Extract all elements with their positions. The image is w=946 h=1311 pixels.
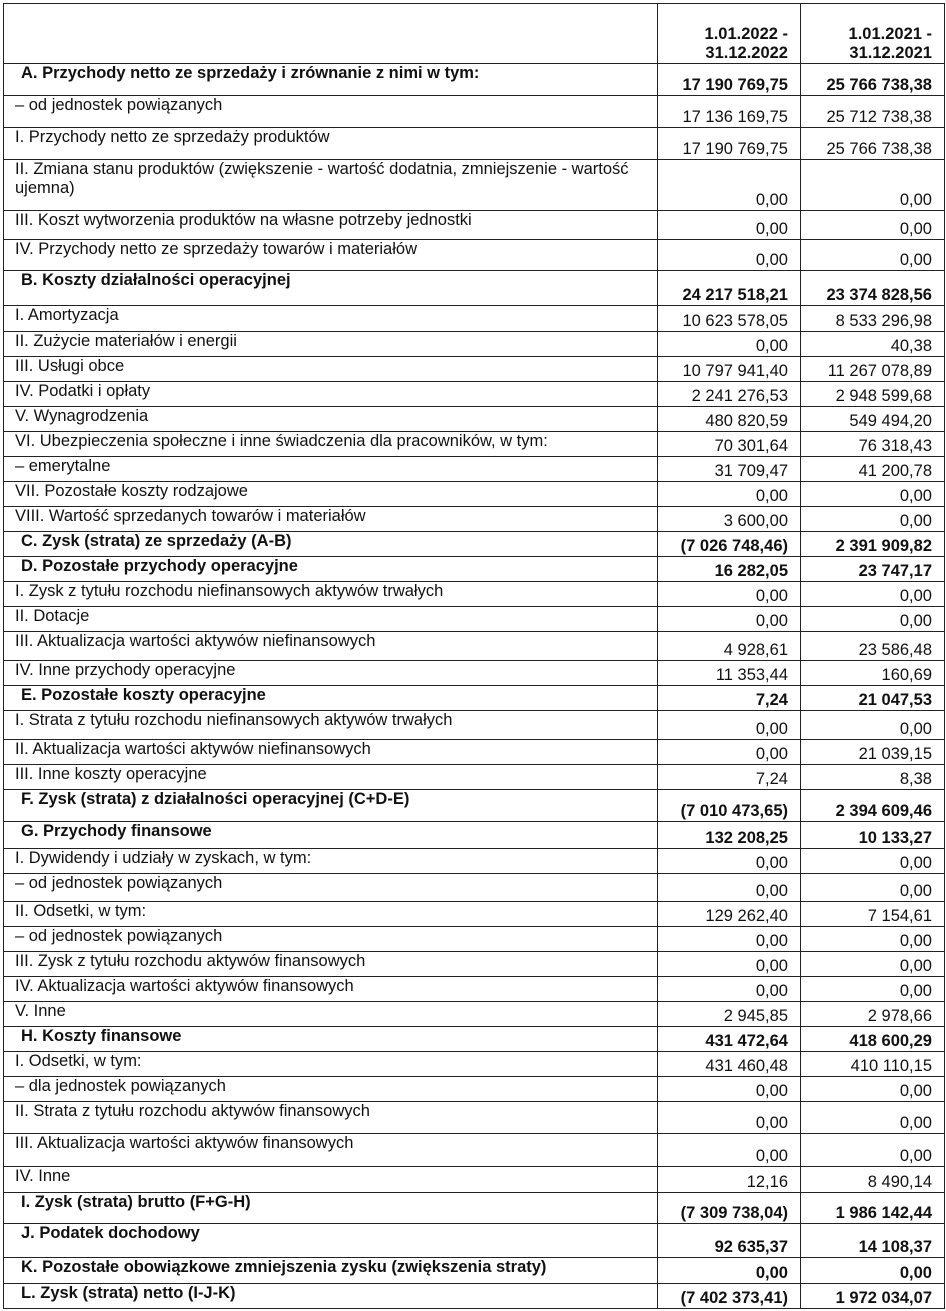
row-label: B. Koszty działalności operacyjnej [4, 271, 658, 306]
value-2021: 0,00 [801, 211, 945, 240]
header-period-2021-line2: 31.12.2021 [849, 44, 932, 62]
row-label: IV. Inne [4, 1167, 658, 1193]
row-label: I. Odsetki, w tym: [4, 1052, 658, 1077]
table-row [4, 432, 945, 457]
row-label: A. Przychody netto ze sprzedaży i zrównanie z nimi w tym: [4, 64, 658, 96]
row-label: V. Wynagrodzenia [4, 407, 658, 432]
value-2022: 480 820,59 [658, 407, 801, 432]
header-period-2022-line1: 1.01.2022 - [704, 25, 788, 43]
value-2022: 0,00 [658, 740, 801, 765]
value-2022: 2 945,85 [658, 1002, 801, 1027]
value-2021: 23 586,48 [801, 632, 945, 661]
table-row [4, 332, 945, 357]
row-label: – dla jednostek powiązanych [4, 1077, 658, 1102]
row-label: IV. Inne przychody operacyjne [4, 661, 658, 686]
value-2021: 0,00 [801, 952, 945, 977]
value-2022: 31 709,47 [658, 457, 801, 482]
table-row [4, 711, 945, 740]
value-2021: 0,00 [801, 849, 945, 874]
row-label: G. Przychody finansowe [4, 822, 658, 849]
row-label: L. Zysk (strata) netto (I-J-K) [4, 1284, 658, 1309]
value-2021: 8 533 296,98 [801, 306, 945, 332]
row-label: – od jednostek powiązanych [4, 927, 658, 952]
value-2021: 0,00 [801, 927, 945, 952]
row-label: F. Zysk (strata) z działalności operacyjnej (C+D-E) [4, 790, 658, 822]
value-2021: 418 600,29 [801, 1027, 945, 1052]
value-2021: 549 494,20 [801, 407, 945, 432]
table-row [4, 849, 945, 874]
header-period-2021-line1: 1.01.2021 - [848, 25, 932, 43]
row-label: II. Aktualizacja wartości aktywów niefinansowych [4, 740, 658, 765]
row-label: VIII. Wartość sprzedanych towarów i materiałów [4, 507, 658, 532]
table-row [4, 1052, 945, 1077]
value-2022: (7 026 748,46) [658, 532, 801, 557]
value-2022: 0,00 [658, 874, 801, 902]
row-label: II. Zmiana stanu produktów (zwiększenie - wartość dodatnia, zmniejszenie - wartość ujemna) [4, 160, 658, 211]
row-label: I. Zysk (strata) brutto (F+G-H) [4, 1193, 658, 1224]
row-label: III. Aktualizacja wartości aktywów niefinansowych [4, 632, 658, 661]
value-2022: 4 928,61 [658, 632, 801, 661]
row-label: III. Koszt wytworzenia produktów na własne potrzeby jednostki [4, 211, 658, 240]
table-row [4, 1102, 945, 1134]
value-2021: 0,00 [801, 160, 945, 211]
value-2021: 1 972 034,07 [801, 1284, 945, 1309]
table-row [4, 1284, 945, 1309]
row-label: III. Aktualizacja wartości aktywów finansowych [4, 1134, 658, 1167]
table-row [4, 507, 945, 532]
income-statement-table [3, 3, 945, 1309]
row-label: I. Zysk z tytułu rozchodu niefinansowych aktywów trwałych [4, 582, 658, 607]
table-row [4, 927, 945, 952]
value-2022: 10 623 578,05 [658, 306, 801, 332]
row-label: I. Strata z tytułu rozchodu niefinansowych aktywów trwałych [4, 711, 658, 740]
value-2021: 410 110,15 [801, 1052, 945, 1077]
value-2021: 0,00 [801, 507, 945, 532]
table-row [4, 64, 945, 96]
value-2021: 23 374 828,56 [801, 271, 945, 306]
value-2022: 431 460,48 [658, 1052, 801, 1077]
value-2022: (7 010 473,65) [658, 790, 801, 822]
header-period-2021 [801, 4, 945, 64]
row-label: IV. Podatki i opłaty [4, 382, 658, 407]
value-2021: 0,00 [801, 1258, 945, 1284]
value-2022: 0,00 [658, 607, 801, 632]
value-2022: 0,00 [658, 332, 801, 357]
table-row [4, 457, 945, 482]
value-2022: 7,24 [658, 765, 801, 790]
value-2021: 23 747,17 [801, 557, 945, 582]
value-2022: 0,00 [658, 211, 801, 240]
value-2021: 10 133,27 [801, 822, 945, 849]
row-label: H. Koszty finansowe [4, 1027, 658, 1052]
value-2022: 0,00 [658, 1134, 801, 1167]
table-row [4, 557, 945, 582]
table-row [4, 160, 945, 211]
value-2022: 0,00 [658, 711, 801, 740]
row-label: II. Odsetki, w tym: [4, 902, 658, 927]
row-label: IV. Aktualizacja wartości aktywów finansowych [4, 977, 658, 1002]
table-row [4, 211, 945, 240]
value-2021: 2 978,66 [801, 1002, 945, 1027]
table-body [4, 64, 945, 1309]
table-row [4, 790, 945, 822]
value-2021: 40,38 [801, 332, 945, 357]
value-2022: 0,00 [658, 582, 801, 607]
value-2022: 0,00 [658, 482, 801, 507]
value-2022: 129 262,40 [658, 902, 801, 927]
table-row [4, 952, 945, 977]
value-2022: 12,16 [658, 1167, 801, 1193]
header-row [4, 4, 945, 64]
row-label: – od jednostek powiązanych [4, 96, 658, 128]
table-row [4, 1224, 945, 1258]
value-2021: 0,00 [801, 240, 945, 271]
row-label: I. Amortyzacja [4, 306, 658, 332]
value-2022: 2 241 276,53 [658, 382, 801, 407]
table-row [4, 765, 945, 790]
row-label: III. Usługi obce [4, 357, 658, 382]
value-2021: 25 766 738,38 [801, 64, 945, 96]
value-2022: 7,24 [658, 686, 801, 711]
value-2021: 0,00 [801, 711, 945, 740]
value-2022: 10 797 941,40 [658, 357, 801, 382]
table-row [4, 532, 945, 557]
value-2022: (7 309 738,04) [658, 1193, 801, 1224]
table-row [4, 661, 945, 686]
value-2021: 76 318,43 [801, 432, 945, 457]
value-2022: 70 301,64 [658, 432, 801, 457]
table-row [4, 1077, 945, 1102]
value-2022: 17 136 169,75 [658, 96, 801, 128]
value-2021: 0,00 [801, 1134, 945, 1167]
value-2021: 25 766 738,38 [801, 128, 945, 160]
row-label: C. Zysk (strata) ze sprzedaży (A-B) [4, 532, 658, 557]
table-row [4, 1193, 945, 1224]
row-label: D. Pozostałe przychody operacyjne [4, 557, 658, 582]
table-row [4, 582, 945, 607]
value-2022: 16 282,05 [658, 557, 801, 582]
value-2022: (7 402 373,41) [658, 1284, 801, 1309]
row-label: II. Zużycie materiałów i energii [4, 332, 658, 357]
value-2022: 0,00 [658, 160, 801, 211]
row-label: E. Pozostałe koszty operacyjne [4, 686, 658, 711]
value-2021: 0,00 [801, 977, 945, 1002]
value-2022: 0,00 [658, 1258, 801, 1284]
value-2022: 92 635,37 [658, 1224, 801, 1258]
value-2022: 0,00 [658, 1077, 801, 1102]
value-2021: 21 047,53 [801, 686, 945, 711]
value-2021: 2 394 609,46 [801, 790, 945, 822]
value-2022: 0,00 [658, 977, 801, 1002]
table-row [4, 902, 945, 927]
value-2021: 0,00 [801, 874, 945, 902]
table-row [4, 740, 945, 765]
table-row [4, 822, 945, 849]
row-label: I. Przychody netto ze sprzedaży produktów [4, 128, 658, 160]
value-2022: 17 190 769,75 [658, 64, 801, 96]
value-2022: 0,00 [658, 849, 801, 874]
table-row [4, 240, 945, 271]
value-2022: 24 217 518,21 [658, 271, 801, 306]
row-label: J. Podatek dochodowy [4, 1224, 658, 1258]
table-row [4, 977, 945, 1002]
value-2022: 132 208,25 [658, 822, 801, 849]
value-2021: 0,00 [801, 1077, 945, 1102]
value-2021: 11 267 078,89 [801, 357, 945, 382]
row-label: III. Zysk z tytułu rozchodu aktywów finansowych [4, 952, 658, 977]
row-label: – od jednostek powiązanych [4, 874, 658, 902]
value-2022: 431 472,64 [658, 1027, 801, 1052]
row-label: II. Dotacje [4, 607, 658, 632]
value-2021: 25 712 738,38 [801, 96, 945, 128]
value-2022: 0,00 [658, 927, 801, 952]
table-row [4, 357, 945, 382]
row-label: K. Pozostałe obowiązkowe zmniejszenia zysku (zwiększenia straty) [4, 1258, 658, 1284]
row-label: IV. Przychody netto ze sprzedaży towarów i materiałów [4, 240, 658, 271]
value-2022: 0,00 [658, 240, 801, 271]
header-period-2022-line2: 31.12.2022 [705, 44, 788, 62]
table-row [4, 632, 945, 661]
header-period-2022 [658, 4, 801, 64]
header-label-cell [4, 4, 658, 64]
value-2021: 0,00 [801, 482, 945, 507]
table-row [4, 407, 945, 432]
table-row [4, 482, 945, 507]
table-row [4, 1167, 945, 1193]
row-label: VII. Pozostałe koszty rodzajowe [4, 482, 658, 507]
row-label: I. Dywidendy i udziały w zyskach, w tym: [4, 849, 658, 874]
row-label: V. Inne [4, 1002, 658, 1027]
value-2022: 17 190 769,75 [658, 128, 801, 160]
value-2022: 11 353,44 [658, 661, 801, 686]
table-row [4, 1002, 945, 1027]
value-2021: 160,69 [801, 661, 945, 686]
table-row [4, 874, 945, 902]
row-label: – emerytalne [4, 457, 658, 482]
value-2021: 2 948 599,68 [801, 382, 945, 407]
value-2021: 0,00 [801, 1102, 945, 1134]
table-row [4, 686, 945, 711]
value-2021: 8 490,14 [801, 1167, 945, 1193]
value-2021: 7 154,61 [801, 902, 945, 927]
value-2021: 2 391 909,82 [801, 532, 945, 557]
table-row [4, 382, 945, 407]
value-2022: 0,00 [658, 952, 801, 977]
table-row [4, 1027, 945, 1052]
table-row [4, 128, 945, 160]
value-2021: 8,38 [801, 765, 945, 790]
table-row [4, 306, 945, 332]
table-row [4, 96, 945, 128]
row-label: III. Inne koszty operacyjne [4, 765, 658, 790]
value-2021: 41 200,78 [801, 457, 945, 482]
table-row [4, 271, 945, 306]
table-row [4, 1258, 945, 1284]
value-2021: 21 039,15 [801, 740, 945, 765]
value-2021: 14 108,37 [801, 1224, 945, 1258]
table-row [4, 1134, 945, 1167]
value-2022: 3 600,00 [658, 507, 801, 532]
value-2021: 0,00 [801, 582, 945, 607]
value-2021: 0,00 [801, 607, 945, 632]
row-label: II. Strata z tytułu rozchodu aktywów finansowych [4, 1102, 658, 1134]
value-2022: 0,00 [658, 1102, 801, 1134]
row-label: VI. Ubezpieczenia społeczne i inne świadczenia dla pracowników, w tym: [4, 432, 658, 457]
table-row [4, 607, 945, 632]
value-2021: 1 986 142,44 [801, 1193, 945, 1224]
